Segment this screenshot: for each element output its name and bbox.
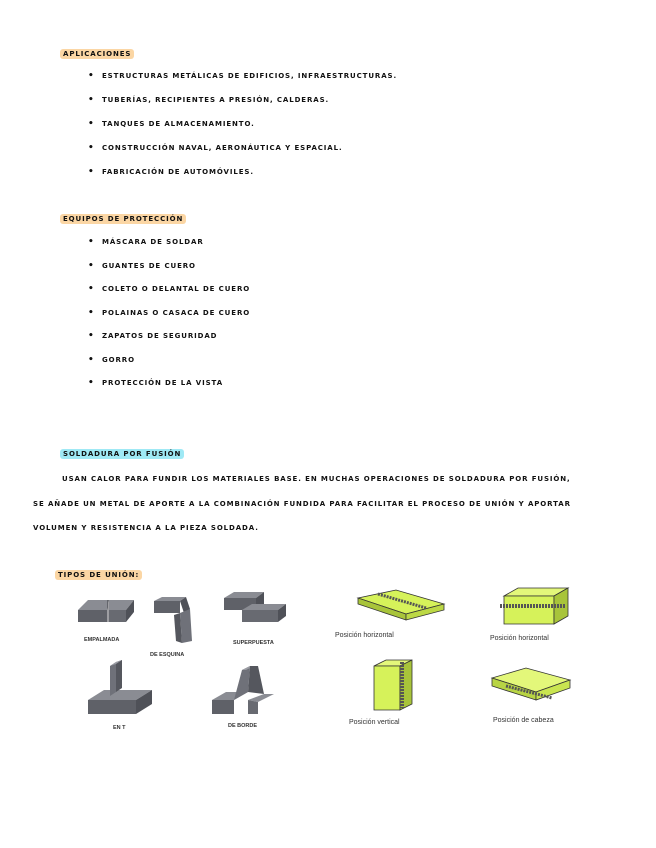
lap-joint-figure <box>220 590 292 632</box>
caption-de-borde: DE BORDE <box>228 723 258 729</box>
corner-joint-figure <box>152 595 196 647</box>
caption-superpuesta: SUPERPUESTA <box>233 640 274 646</box>
paragraph-line-2: SE AÑADE UN METAL DE APORTE A LA COMBINACIÓN FUNDIDA PARA FACILITAR EL PROCESO DE UNIÓN Y APORTAR <box>33 500 571 508</box>
list-item: • GUANTES DE CUERO <box>88 262 250 286</box>
protection-equipment-list <box>88 238 250 403</box>
list-item: • TUBERÍAS, RECIPIENTES A PRESIÓN, CALDERAS. <box>88 96 397 120</box>
list-item: • ZAPATOS DE SEGURIDAD <box>88 332 250 356</box>
caption-position-horizontal: Posición horizontal <box>490 635 549 642</box>
applications-list <box>88 72 397 192</box>
paragraph-line-3: VOLUMEN Y RESISTENCIA A LA PIEZA SOLDADA. <box>33 524 259 532</box>
caption-empalmada: EMPALMADA <box>84 637 120 643</box>
list-item: • GORRO <box>88 356 250 380</box>
section-title-equipos: EQUIPOS DE PROTECCIÓN <box>60 214 186 224</box>
horizontal-position-figure <box>494 586 574 632</box>
caption-en-t: EN T <box>113 725 126 731</box>
caption-de-esquina: DE ESQUINA <box>150 652 185 658</box>
edge-joint-figure <box>208 664 278 718</box>
list-item: • TANQUES DE ALMACENAMIENTO. <box>88 120 397 144</box>
t-joint-figure <box>86 660 156 720</box>
section-title-fusion: SOLDADURA POR FUSIÓN <box>60 449 184 459</box>
vertical-position-figure <box>368 658 428 714</box>
overhead-position-figure <box>488 664 574 708</box>
flat-position-figure <box>356 586 448 626</box>
list-item: • MÁSCARA DE SOLDAR <box>88 238 250 262</box>
list-item: • POLAINAS O CASACA DE CUERO <box>88 309 250 333</box>
list-item: • FABRICACIÓN DE AUTOMÓVILES. <box>88 168 397 192</box>
list-item: • ESTRUCTURAS METÁLICAS DE EDIFICIOS, INFRAESTRUCTURAS. <box>88 72 397 96</box>
caption-position-vertical: Posición vertical <box>349 719 400 726</box>
caption-position-flat: Posición horizontal <box>335 632 394 639</box>
list-item: • CONSTRUCCIÓN NAVAL, AERONÁUTICA Y ESPACIAL. <box>88 144 397 168</box>
section-title-tipos: TIPOS DE UNIÓN: <box>55 570 142 580</box>
paragraph-line-1: USAN CALOR PARA FUNDIR LOS MATERIALES BASE. EN MUCHAS OPERACIONES DE SOLDADURA POR FUSIÓN, <box>62 475 571 483</box>
section-title-aplicaciones: APLICACIONES <box>60 49 134 59</box>
list-item: • COLETO O DELANTAL DE CUERO <box>88 285 250 309</box>
list-item: • PROTECCIÓN DE LA VISTA <box>88 379 250 403</box>
butt-joint-figure <box>76 596 140 632</box>
caption-position-overhead: Posición de cabeza <box>493 717 554 724</box>
